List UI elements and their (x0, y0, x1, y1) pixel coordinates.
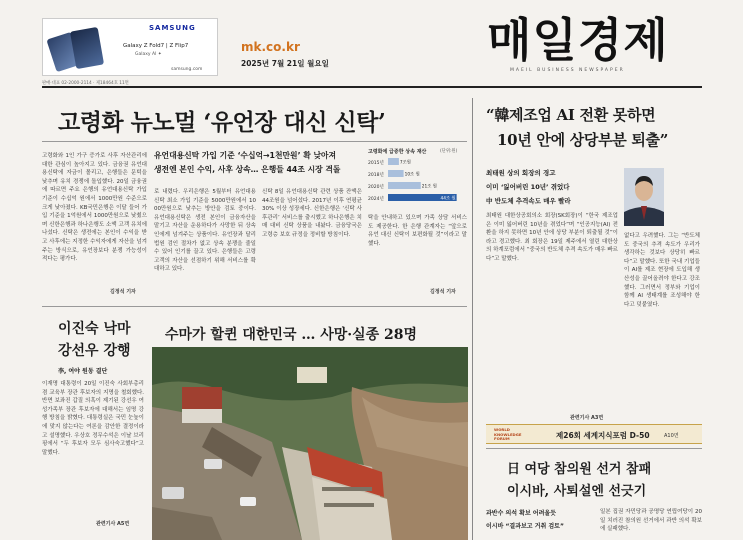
wkf-banner[interactable] (486, 424, 702, 444)
interview-sub1: 이미 ‘잃어버린 10년’ 겪었다 (486, 183, 570, 191)
interview-headline-2: 10년 안에 상당부분 퇴출” (497, 131, 669, 149)
lead-col4: 탁을 안내하고 있으며 가족 상담 서비스도 제공한다. 한 은행 관계자는 “앞으로 유언 대신 신탁이 보편화될 것”이라고 말했다. (368, 215, 467, 247)
samsung-ad[interactable] (42, 18, 218, 76)
ad-site: samsung.com (171, 67, 203, 72)
flood-photo (152, 347, 468, 540)
lead-sub1: 유언대용신탁 가입 기준 ‘수십억→1천만원’ 확 낮아져 (154, 151, 337, 160)
bottom-headline-1: 日 여당 참의원 선거 참패 (507, 462, 652, 477)
interview-sub2: 中 반도체 추격속도 매우 빨라 (486, 197, 571, 205)
wkf-page: A10면 (664, 433, 679, 439)
phone-image (49, 25, 107, 71)
masthead-rule (42, 86, 702, 88)
bottom-sub: 과반수 의석 확보 어려울듯 (486, 510, 557, 517)
side-body: 이재명 대통령이 20일 이진숙 사회부총리 겸 교육부 장관 후보자의 지명을 철회했다. 반면 보좌진 갑질 의혹이 제기된 강선우 여성가족부 장관 후보자에 대해서는 임명 강행 방침을 밝혔다. 대통령실은 국민 눈높이에 맞지 않는다는 여론을 감안한 결정이라고 설명했다. 우상호 정무수석은 이날 브리핑에서 “두 후보자 모두 심사숙고했다”고 말했다. (42, 381, 144, 456)
interview-byline: 관련기사 A3면 (570, 415, 604, 421)
chart-bar (388, 158, 399, 165)
chart-bar (388, 182, 421, 189)
bottom-sub2: 이시바 “결과보고 거취 검토” (486, 523, 564, 530)
interview-body-left: 최태원 대한상공회의소 회장(SK회장)이 “한국 제조업은 이미 잃어버린 10년을 겪었다”며 “인공지능(AI) 전환을 하지 못하면 10년 안에 상당 부분이 퇴출될 것”이라고 경고했다. 최 회장은 19일 제주에서 열린 대한상의 하계포럼에서 “중국의 반도체 추격 속도가 매우 빠르다”고 말했다. (486, 213, 618, 262)
bottom-body: 일본 집권 자민당과 공명당 연립여당이 20일 치러진 참의원 선거에서 과반 의석 확보에 실패했다. (600, 509, 702, 533)
chey-taewon-portrait (624, 168, 664, 226)
photo-caption: 수마가 할퀸 대한민국 … 사망·실종 28명 (165, 327, 418, 343)
chart-unit: (단위:원) (440, 149, 458, 154)
chart-value-label: 7조원 (399, 160, 411, 166)
chart-value-label: 10조 원 (404, 172, 420, 178)
lead-col1: 고령화와 1인 가구 증가로 사후 자산관리에 대한 관심이 높아지고 있다. 금융권 유언대용신탁에 자금이 몰리고, 은행들은 문턱을 낮추며 유치 경쟁에 돌입했다. 20일 금융권에 따르면 주요 은행의 유언대용신탁 가입 기준이 수십억 원에서 1000만원 수준으로 크게 낮아졌다. KB국민은행은 이달 들어 가입 기준을 1억원에서 1000만원으로 낮췄으며 신한은행과 하나은행도 소액 고객 유치에 나섰다. 신탁은 생전에는 본인이 수익을 받고 사후에는 지정한 수익자에게 자산을 넘겨주는 방식으로, 유언장보다 분쟁 가능성이 적다는 평가다. (42, 153, 147, 263)
interview-headline-1: “韓제조업 AI 전환 못하면 (486, 106, 656, 124)
chart-value-label: 44조 원 (440, 196, 456, 202)
flood-scene (152, 347, 468, 540)
lead-col3: 신탁 8일 유언대용신탁 관련 상품 잔액은 44조원을 넘어섰다. 2017년 이후 연평균 30% 이상 성장세다. 신한은행은 ‘신탁 사후관리’ 서비스를 출시했고 하나은행은 치매 대비 신탁 상품을 내놨다. 금융당국은 고령층 보호 규정을 정비할 방침이다. (262, 189, 362, 238)
side-sub: 李, 여야 원동 결단 (58, 368, 108, 375)
bottom-headline-2: 이시바, 사퇴설엔 선긋기 (507, 484, 647, 499)
lead-col1-byline: 김정석 기자 (110, 289, 136, 295)
interview-body-right: 없다고 우려했다. 그는 “반도체도 중국의 추격 속도가 우리가 생각하는 것보다 상당히 빠르다”고 말했다. 또한 국내 기업들이 AI를 제조 현장에 도입해 생산성을 끌어올려야 한다고 강조했다. 그러면서 정부와 기업이 함께 AI 생태계를 조성해야 한다고 덧붙였다. (624, 233, 700, 308)
ad-ai: Galaxy AI ✦ (135, 52, 162, 57)
interview-person: 최태원 상의 회장의 경고 (486, 169, 556, 177)
chart-value-label: 21조 원 (421, 184, 437, 190)
side-byline: 관련기사 A5면 (96, 521, 130, 527)
site-url[interactable]: mk.co.kr (241, 40, 300, 54)
wkf-logo: WORLD KNOWLEDGE FORUM (494, 427, 522, 442)
chart-category-label: 2015년 (368, 161, 384, 166)
side-headline-2: 강선우 강행 (58, 343, 131, 359)
chart-svg (368, 156, 468, 210)
chart-title: 고령화에 급증한 상속 재산 (368, 149, 427, 155)
chart-category-label: 2020년 (368, 185, 384, 190)
chart-category-label: 2018년 (368, 173, 384, 178)
masthead-logo-en: MAEIL BUSINESS NEWSPAPER (510, 68, 625, 73)
lead-sub2: 생전엔 본인 수익, 사후 상속… 은행들 44조 시장 격돌 (154, 165, 341, 174)
chart-bar (388, 170, 404, 177)
chart-category-label: 2024년 (368, 197, 384, 202)
lead-headline: 고령화 뉴노멀 ‘유언장 대신 신탁’ (58, 109, 386, 136)
side-headline-1: 이진숙 낙마 (58, 321, 131, 337)
lead-col2: 로 내렸다. 우리은행은 5월부터 유언대용신탁 최소 가입 기준을 5000만원에서 1000만원으로 낮추는 방안을 검토 중이다. 유언대용신탁은 생전 본인이 금융자산을 맡기고 자산을 운용하다가 사망한 뒤 상속인에게 넘겨주는 상품이다. 유언장과 달리 법원 검인 절차가 없고 상속 분쟁을 줄일 수 있어 인기를 끌고 있다. 은행들은 고령 고객의 자산을 선점하기 위해 서비스를 확대하고 있다. (154, 189, 256, 273)
lead-col4-byline: 김정석 기자 (430, 289, 456, 295)
inheritance-chart (368, 148, 468, 210)
ad-product: Galaxy Z Fold7 | Z Flip7 (123, 43, 189, 49)
ad-brand: SAMSUNG (149, 24, 196, 32)
issue-info: 판매·대표 02-2000-2114 · 제18464호 11면 (42, 81, 129, 86)
issue-date: 2025년 7월 21일 월요일 (241, 59, 329, 68)
masthead-logo: 매일경제 (487, 13, 669, 67)
wkf-text: 제26회 세계지식포럼 D-50 (556, 431, 650, 440)
